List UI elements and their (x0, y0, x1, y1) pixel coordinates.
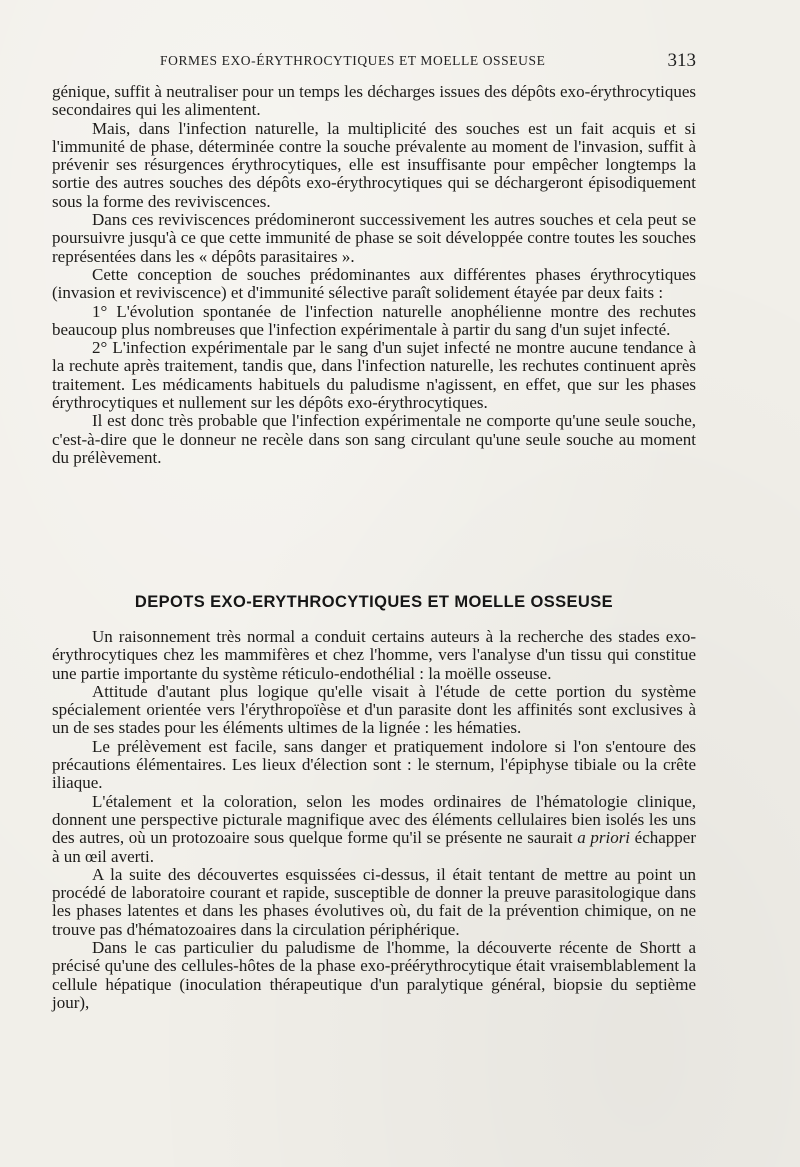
running-head (52, 50, 700, 72)
paragraph: Dans ces reviviscences prédomineront successivement les autres souches et cela peut se poursuivre jusqu'à ce que cette immunité de phase se soit développée contre toutes les souches représentées dans les « dépôts parasitaires ». (52, 210, 696, 266)
paragraph: Le prélèvement est facile, sans danger et pratiquement indolore si l'on s'entoure des précautions élémentaires. Les lieux d'élection sont : le sternum, l'épiphyse tibiale ou la crête iliaque. (52, 736, 696, 793)
paragraph: Dans le cas particulier du paludisme de l'homme, la découverte récente de Shortt a précisé qu'une des cellules-hôtes de la phase exo-préérythrocytique était vraisemblablement la cellule hépatique (inoculation thérapeutique d'un paralytique général, biopsie du septième jour), (52, 938, 696, 1012)
italic-phrase: a priori (577, 828, 631, 848)
body-text-part1 (52, 83, 696, 467)
paragraph: Il est donc très probable que l'infection expérimentale ne comporte qu'une seule souche, c'est-à-dire que le donneur ne recèle dans son sang circulant qu'une seule souche au moment du prélèvement. (52, 411, 696, 467)
paragraph: Cette conception de souches prédominantes aux différentes phases érythrocytiques (invasion et reviviscence) et d'immunité sélective paraît solidement étayée par deux faits : (52, 264, 696, 303)
paragraph: 1° L'évolution spontanée de l'infection naturelle anophélienne montre des rechutes beaucoup plus nombreuses que l'infection expérimentale à partir du sang d'un sujet infecté. (52, 301, 696, 339)
paragraph-with-italic (52, 793, 696, 866)
paragraph: 2° L'infection expérimentale par le sang d'un sujet infecté ne montre aucune tendance à la rechute après traitement, tandis que, dans l'infection naturelle, les rechutes continuent après traitement. Les médicaments habituels du paludisme n'agissent, en effet, que sur les phases érythrocytiques et nullement sur les dépôts exo-érythrocytiques. (52, 338, 696, 413)
paragraph: Un raisonnement très normal a conduit certains auteurs à la recherche des stades exo-érythrocytiques chez les mammifères et chez l'homme, vers l'analyse d'un tissu qui constitue une partie importante du système réticulo-endothélial : la moëlle osseuse. (52, 627, 696, 683)
paragraph: Mais, dans l'infection naturelle, la multiplicité des souches est un fait acquis et si l'immunité de phase, déterminée contre la souche prévalente au moment de l'invasion, suffit à prévenir ses résurgences érythrocytiques, elle est insuffisante pour empêcher longtemps la sortie des autres souches des dépôts exo-érythrocytiques qui se déchargeront épisodiquement sous la forme des reviviscences. (52, 118, 696, 211)
page-number: 313 (667, 50, 696, 71)
paragraph: génique, suffit à neutraliser pour un temps les décharges issues des dépôts exo-érythrocytiques secondaires qui les alimentent. (52, 82, 696, 120)
paragraph: Attitude d'autant plus logique qu'elle visait à l'étude de cette portion du système spécialement orientée vers l'érythropoïèse et d'un parasite dont les affinités sont exclusives à un de ses stades pour les éléments ultimes de la lignée : les hématies. (52, 681, 696, 738)
paragraph: A la suite des découvertes esquissées ci-dessus, il était tentant de mettre au point un procédé de laboratoire courant et rapide, susceptible de donner la preuve parasitologique dans les phases latentes et dans les phases évolutives où, du fait de la prévention chimique, on ne trouve pas d'hématozoaires dans la circulation périphérique. (52, 864, 696, 939)
body-text-part2 (52, 628, 696, 1012)
paragraph-text: L'étalement et la coloration, selon les modes ordinaires de l'hématologie clinique, donnent une perspective picturale magnifique avec des éléments cellulaires bien isolés les uns des autres, où un protozoaire sous quelque forme qu'il se présente ne saurait (52, 791, 696, 848)
running-title: FORMES EXO-ÉRYTHROCYTIQUES ET MOELLE OSSEUSE (160, 53, 546, 68)
paragraph-text: échapper à un œil averti. (52, 828, 696, 866)
section-heading: DEPOTS EXO-ERYTHROCYTIQUES ET MOELLE OSSEUSE (134, 593, 614, 611)
